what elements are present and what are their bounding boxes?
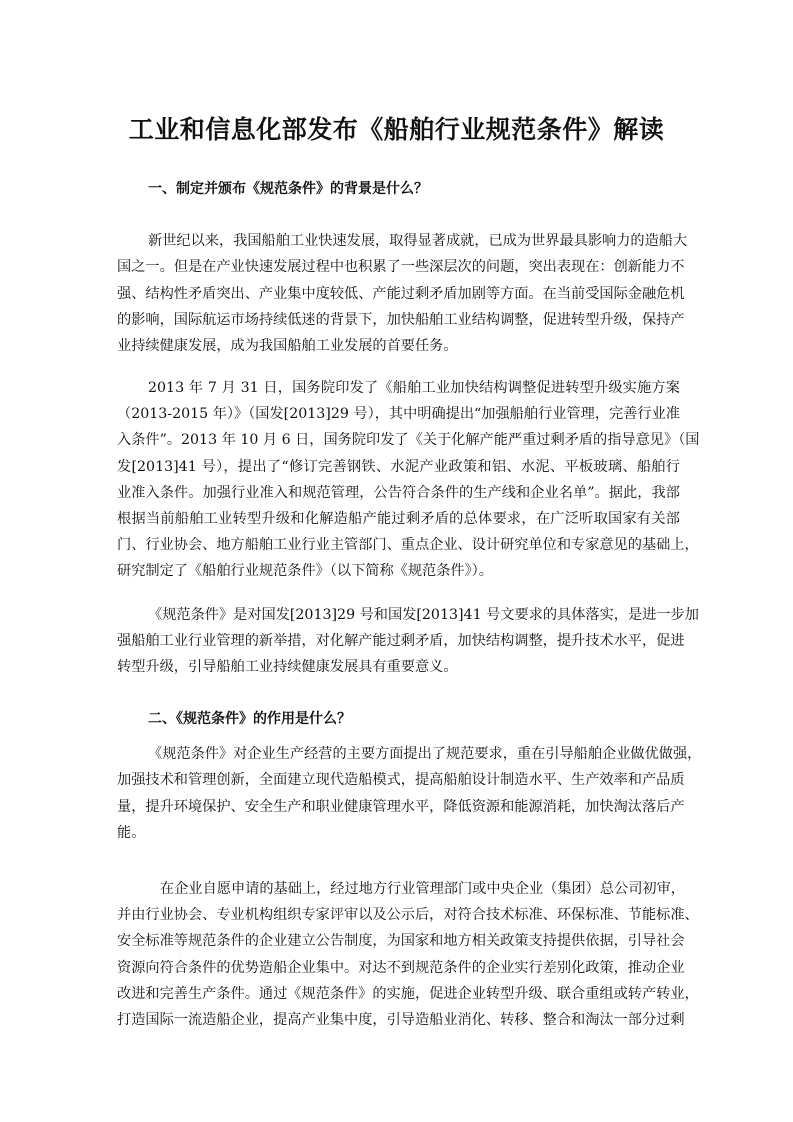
paragraph-2-line: 根据当前船舶工业转型升级和化解造船产能过剩矛盾的总体要求，在广泛听取国家有关部	[117, 511, 680, 527]
paragraph-3-line: 转型升级，引导船舶工业持续健康发展具有重要意义。	[117, 659, 458, 676]
paragraph-2-line: 发[2013]41 号），提出了“修订完善钢铁、水泥产业政策和铝、水泥、平板玻璃、船舶行	[117, 458, 680, 475]
section-heading-1: 一、制定并颁布《规范条件》的背景是什么？	[148, 181, 428, 197]
section-heading-2: 二、《规范条件》的作用是什么？	[148, 711, 351, 727]
paragraph-2-line: （2013-2015 年）》（国发[2013]29 号），其中明确提出“加强船舶行业管理，完善行业准	[117, 406, 680, 423]
paragraph-4-line: 量，提升环境保护、安全生产和职业健康管理水平，降低资源和能源消耗，加快淘汰落后产	[117, 798, 685, 815]
paragraph-2-line: 研究制定了《船舶行业规范条件》（以下简称《规范条件》）。	[117, 563, 493, 580]
paragraph-1-line: 国之一。但是在产业快速发展过程中也积累了一些深层次的问题，突出表现在：创新能力不	[117, 259, 685, 276]
paragraph-1-line: 的影响，国际航运市场持续低迷的背景下，加快船舶工业结构调整，促进转型升级，保持产	[117, 311, 685, 328]
paragraph-1-line: 业持续健康发展，成为我国船舶工业发展的首要任务。	[117, 338, 458, 355]
document-title: 工业和信息化部发布《船舶行业规范条件》解读	[128, 115, 665, 144]
paragraph-4-line: 能。	[117, 824, 146, 841]
paragraph-2-line: 门、行业协会、地方船舶工业行业主管部门、重点企业、设计研究单位和专家意见的基础上，	[117, 537, 699, 554]
paragraph-1-line: 新世纪以来，我国船舶工业快速发展，取得显著成就，已成为世界最具影响力的造船大	[148, 233, 688, 249]
paragraph-5-line: 并由行业协会、专业机构组织专家评审以及公示后，对符合技术标准、环保标准、节能标准、	[117, 907, 699, 924]
paragraph-4-line: 《规范条件》对企业生产经营的主要方面提出了规范要求，重在引导船舶企业做优做强，	[148, 746, 702, 762]
paragraph-2-line: 入条件”。2013 年 10 月 6 日，国务院印发了《关于化解产能严重过剩矛盾的指导意见》（国	[117, 432, 700, 449]
paragraph-5-line: 安全标准等规范条件的企业建立公告制度，为国家和地方相关政策支持提供依据，引导社会	[117, 933, 685, 950]
paragraph-4-line: 加强技术和管理创新，全面建立现代造船模式，提高船舶设计制造水平、生产效率和产品质	[117, 772, 685, 789]
paragraph-3-line: 强船舶工业行业管理的新举措，对化解产能过剩矛盾，加快结构调整，提升技术水平，促进	[117, 633, 685, 650]
paragraph-2-line: 业准入条件。加强行业准入和规范管理，公告符合条件的生产线和企业名单”。据此，我部	[117, 484, 680, 501]
paragraph-2-line: 2013 年 7 月 31 日，国务院印发了《船舶工业加快结构调整促进转型升级实施方案	[148, 380, 680, 396]
paragraph-1-line: 强、结构性矛盾突出、产业集中度较低、产能过剩矛盾加剧等方面。在当前受国际金融危机	[117, 285, 685, 302]
paragraph-5-line: 改进和完善生产条件。通过《规范条件》的实施，促进企业转型升级、联合重组或转产转业，	[117, 985, 699, 1002]
paragraph-5-line: 打造国际一流造船企业，提高产业集中度，引导造船业消化、转移、整合和淘汰一部分过剩	[117, 1012, 685, 1028]
paragraph-5-line: 在企业自愿申请的基础上，经过地方行业管理部门或中央企业（集团）总公司初审，	[160, 881, 685, 897]
paragraph-3-line: 《规范条件》是对国发[2013]29 号和国发[2013]41 号文要求的具体落实，是进一步加	[148, 607, 699, 623]
paragraph-5-line: 资源向符合条件的优势造船企业集中。对达不到规范条件的企业实行差别化政策，推动企业	[117, 959, 685, 976]
